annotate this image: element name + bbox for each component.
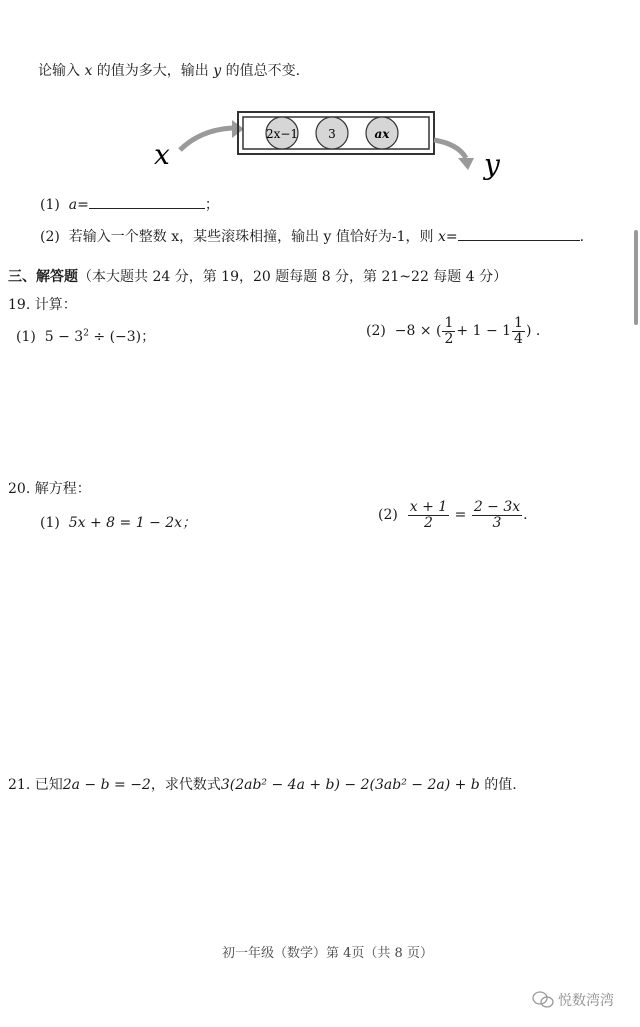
- output-arrow: [434, 140, 466, 158]
- intro-text: 论输入: [38, 63, 85, 79]
- fraction-left: $\frac{x + 1}{2}$: [409, 499, 448, 531]
- fraction-right: $\frac{2 - 3x}{3}$: [473, 499, 521, 531]
- section-title: 三、解答题: [8, 269, 78, 285]
- q18-part2: (2) 若输入一个整数 x，某些滚珠相撞，输出 y 值恰好为-1，则 x= .: [40, 229, 585, 245]
- q19-part2: (2) −8 × ( $\frac{1}{2}$ + 1 − 1 $\frac{1}{4}$ ) .: [366, 315, 541, 347]
- fraction-half: $\frac{1}{2}$: [444, 315, 454, 347]
- wechat-icon: [532, 991, 554, 1009]
- section-heading: [8, 266, 507, 286]
- q20-part1: (1) 5x + 8 = 1 − 2x；: [40, 515, 197, 531]
- fraction-quarter: $\frac{1}{4}$: [514, 315, 523, 347]
- watermark-text: 悦数湾湾: [558, 993, 614, 1009]
- bead-machine-diagram: [140, 100, 520, 190]
- page-footer: 初一年级（数学）第 4页（共 8 页）: [222, 946, 433, 961]
- q19-part1: (1) $5 - 3^2 \div (-3)$；: [16, 328, 156, 345]
- intro-text-end: 的值总不变.: [221, 63, 301, 79]
- answer-blank-a[interactable]: [89, 196, 205, 209]
- q21-line: 21. 已知2a − b = −2，求代数式3(2ab² − 4a + b) − 2(3ab² − 2a) + b 的值.: [8, 777, 517, 793]
- machine-input-label: x: [154, 138, 170, 171]
- watermark: [532, 990, 614, 1010]
- intro-line: [38, 60, 300, 80]
- intro-var-y: y: [213, 63, 222, 79]
- q18-part1: (1) a= ；: [40, 197, 219, 213]
- bead-1-label: 2x−1: [265, 127, 299, 141]
- q19-label: 19. 计算：: [8, 297, 77, 313]
- machine-output-label: y: [484, 148, 500, 181]
- answer-blank-x[interactable]: [458, 228, 580, 241]
- intro-text-mid: 的值为多大，输出: [92, 63, 214, 79]
- scrollbar-thumb[interactable]: [634, 230, 638, 325]
- section-note: （本大题共 24 分，第 19，20 题每题 8 分，第 21~22 每题 4 分）: [78, 269, 508, 285]
- bead-2-label: 3: [328, 127, 336, 141]
- q20-part2: (2) $\frac{x + 1}{2}$ = $\frac{2 - 3x}{3}$ .: [378, 499, 528, 531]
- output-arrowhead: [458, 158, 474, 170]
- input-arrow: [180, 128, 232, 150]
- intro-var-x: x: [84, 63, 93, 79]
- q20-label: 20. 解方程：: [8, 481, 91, 497]
- bead-3-label: ax: [374, 127, 390, 141]
